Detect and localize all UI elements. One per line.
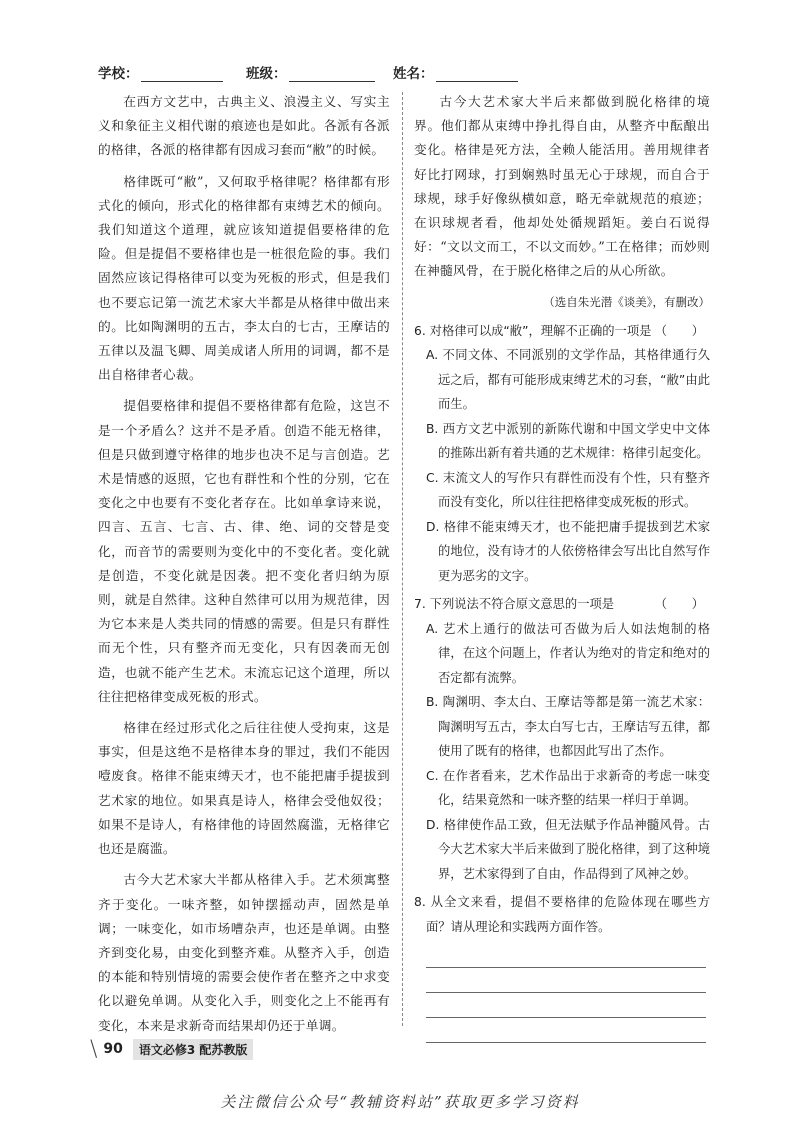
option-c[interactable]: C. 在作者看来，艺术作品出于求新奇的考虑一味变化，结果竟然和一味齐整的结果一样归于单调。 xyxy=(426,768,710,808)
answer-line[interactable] xyxy=(426,968,706,993)
option-b[interactable]: B. 陶渊明、李太白、王摩诘等都是第一流艺术家：陶渊明写五古，李太白写七古，王摩诘写五律，都使用了既有的格律，也都因此写出了杰作。 xyxy=(426,695,710,759)
class-blank[interactable] xyxy=(289,67,375,82)
footer-slash-decoration: \ xyxy=(90,1036,98,1062)
source-citation: （选自朱光潜《谈美》，有删改） xyxy=(543,294,710,309)
passage-paragraph: 格律既可“敝”，又何取乎格律呢？格律都有形式化的倾向，形式化的格律都有束缚艺术的倾向。我们知道这个道理，就应该知道提倡要格律的危险。但是提倡不要格律也是一桩很危险的事。我们固然应该记得格律可以变为死板的形式，但是我们也不要忘记第一流艺术家大半都是从格律中做出来的。比如陶渊明的五古，李太白的七古，王摩诘的五律以及温飞卿、周美成诸人所用的词调，都不是出自格律者心裁。 xyxy=(98,173,390,383)
page-number: 90 xyxy=(103,1041,123,1057)
answer-parenthesis[interactable]: （ ） xyxy=(654,597,704,612)
passage-paragraph: 格律在经过形式化之后往往使人受拘束，这是事实，但是这绝不是格律本身的罪过，我们不能因噎废食。格律不能束缚天才，也不能把庸手提拔到艺术家的地位。如果真是诗人，格律会受他奴役；如果不是诗人，有格律他的诗固然腐滥，无格律它也还是腐滥。 xyxy=(98,720,390,857)
passage-paragraph: 古今大艺术家大半后来都做到脱化格律的境界。他们都从束缚中挣扎得自由，从整齐中酝酿出变化。格律是死方法，全赖人能活用。善用规律者好比打网球，打到娴熟时虽无心于球规，而自合于球规，球手好像纵横如意，略无牵就规范的痕迹；在识球规者看，他却处处循规蹈矩。姜白石说得好：“文以文而工，不以文而妙。”工在格律；而妙则在神髓风骨，在于脱化格律之后的从心所欲。 xyxy=(414,94,710,279)
school-blank[interactable] xyxy=(141,67,223,82)
option-a[interactable]: A. 不同文体、不同派别的文学作品，其格律通行久远之后，都有可能形成束缚艺术的习套，“敝”由此而生。 xyxy=(426,348,710,412)
option-b[interactable]: B. 西方文艺中派别的新陈代谢和中国文学史中文体的推陈出新有着共通的艺术规律：格律引起变化。 xyxy=(426,421,710,461)
option-d[interactable]: D. 格律使作品工致，但无法赋予作品神髓风骨。古今大艺术家大半后来做到了脱化格律，到了这种境界，艺术家得到了自由，作品得到了风神之妙。 xyxy=(426,817,710,881)
book-title: 语文必修3 配苏教版 xyxy=(133,1039,254,1060)
page-footer xyxy=(90,1034,253,1064)
promo-handwritten-note: 关注微信公众号“教辅资料站”获取更多学习资料 xyxy=(220,1093,580,1111)
option-d[interactable]: D. 格律不能束缚天才，也不能把庸手提拔到艺术家的地位，没有诗才的人依傍格律会写出比自然写作更为恶劣的文字。 xyxy=(426,519,710,583)
class-label: 班级： xyxy=(246,66,287,82)
left-column-passage xyxy=(98,90,390,1045)
question-stem: 8. 从全文来看，提倡不要格律的危险体现在哪些方面？请从理论和实践两方面作答。 xyxy=(414,895,710,934)
school-field xyxy=(98,62,223,82)
student-info-header xyxy=(98,62,528,84)
name-field xyxy=(393,62,518,82)
class-field xyxy=(246,62,375,82)
name-label: 姓名： xyxy=(393,66,434,82)
answer-line[interactable] xyxy=(426,943,706,968)
question-6 xyxy=(414,319,710,589)
answer-line[interactable] xyxy=(426,993,706,1018)
option-a[interactable]: A. 艺术上通行的做法可否做为后人如法炮制的格律，在这个问题上，作者认为绝对的肯定和绝对的否定都有流弊。 xyxy=(426,621,710,685)
question-stem: 6. 对格律可以成“敝”，理解不正确的一项是 xyxy=(414,323,652,338)
question-7 xyxy=(414,592,710,886)
school-label: 学校： xyxy=(98,66,139,82)
answer-parenthesis[interactable]: （ ） xyxy=(654,323,704,338)
answer-line[interactable] xyxy=(426,1018,706,1043)
passage-paragraph: 提倡要格律和提倡不要格律都有危险，这岂不是一个矛盾么？这并不是矛盾。创造不能无格律，但是只做到遵守格律的地步也决不足与言创造。艺术是情感的返照，它也有群性和个性的分别，它在变化之中也要有不变化者存在。比如单拿诗来说，四言、五言、七言、古、律、绝、词的交替是变化，而音节的需要则为变化中的不变化者。变化就是创造，不变化就是因袭。把不变化者归纳为原则，就是自然律。这种自然律可以用为规范律，因为它本来是人类共同的情感的需要。但是只有群性而无个性，只有整齐而无变化，只有因袭而无创造，也就不能产生艺术。末流忘记这个道理，所以往往把格律变成死板的形式。 xyxy=(98,398,390,704)
passage-paragraph: 古今大艺术家大半都从格律入手。艺术须寓整齐于变化。一味齐整，如钟摆摇动声，固然是单调；一味变化，如市场嘈杂声，也还是单调。由整齐到变化易，由变化到整齐难。从整齐入手，创造的本能和特别情境的需要会使作者在整齐之中求变化以避免单调。从变化入手，则变化之上不能再有变化，本来是求新奇而结果却仍还于单调。 xyxy=(98,872,390,1033)
name-blank[interactable] xyxy=(436,67,518,82)
option-c[interactable]: C. 末流文人的写作只有群性而没有个性，只有整齐而没有变化，所以往往把格律变成死板的形式。 xyxy=(426,470,710,510)
right-column xyxy=(414,90,710,1043)
question-8 xyxy=(414,890,710,1043)
column-divider xyxy=(402,92,403,1026)
passage-paragraph: 在西方文艺中，古典主义、浪漫主义、写实主义和象征主义相代谢的痕迹也是如此。各派有各派的格律，各派的格律都有因成习套而“敝”的时候。 xyxy=(98,94,390,158)
question-stem: 7. 下列说法不符合原文意思的一项是 xyxy=(414,597,615,612)
